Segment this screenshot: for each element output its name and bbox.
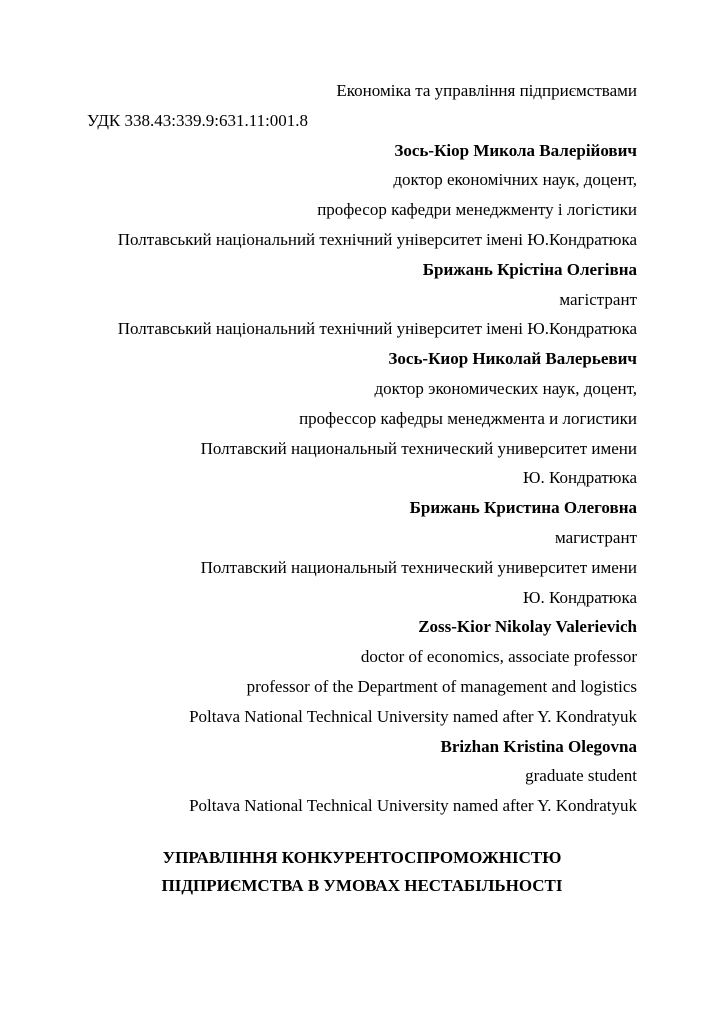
author-affiliation-uk-2: Полтавський національний технічний університет імені Ю.Кондратюка	[117, 319, 637, 339]
author-position-ru-2: магистрант	[554, 527, 637, 547]
author-name-ru-2: Брижань Кристина Олеговна	[409, 498, 637, 518]
author-degree-uk-1: доктор економічних наук, доцент,	[393, 170, 637, 190]
author-affiliation-ru-2: Полтавский национальный технический университет имени	[200, 557, 637, 577]
author-position-en-1: professor of the Department of management and logistics	[246, 676, 637, 696]
article-title-line-1: УПРАВЛІННЯ КОНКУРЕНТОСПРОМОЖНІСТЮ	[162, 847, 562, 867]
author-name-ru-1: Зось-Киор Николай Валерьевич	[388, 349, 637, 369]
author-name-uk-1: Зось-Кіор Микола Валерійович	[394, 140, 637, 160]
author-name-en-1: Zoss-Kior Nikolay Valerievich	[418, 617, 637, 637]
section-heading: Економіка та управління підприємствами	[336, 81, 637, 100]
text-block	[87, 76, 637, 900]
author-position-uk-1: професор кафедри менеджменту і логістики	[317, 200, 637, 220]
author-affiliation-ru-2-cont: Ю. Кондратюка	[523, 587, 637, 607]
author-position-ru-1: профессор кафедры менеджмента и логистики	[299, 408, 637, 428]
author-affiliation-uk-1: Полтавський національний технічний університет імені Ю.Кондратюка	[117, 229, 637, 249]
author-degree-en-1: doctor of economics, associate professor	[360, 647, 637, 667]
author-degree-ru-1: доктор экономических наук, доцент,	[374, 378, 637, 398]
author-affiliation-en-2: Poltava National Technical University named after Y. Kondratyuk	[189, 796, 637, 816]
author-position-en-2: graduate student	[525, 766, 637, 786]
author-position-uk-2: магістрант	[559, 289, 637, 309]
article-title-line-2: ПІДПРИЄМСТВА В УМОВАХ НЕСТАБІЛЬНОСТІ	[161, 875, 563, 895]
author-affiliation-ru-1-cont: Ю. Кондратюка	[523, 468, 637, 488]
author-name-uk-2: Брижань Крістіна Олегівна	[422, 259, 637, 279]
article-title	[87, 844, 637, 900]
udc-code: УДК 338.43:339.9:631.11:001.8	[87, 110, 309, 130]
author-affiliation-ru-1: Полтавский национальный технический университет имени	[200, 438, 637, 458]
author-name-en-2: Brizhan Kristina Olegovna	[440, 736, 637, 756]
author-affiliation-en-1: Poltava National Technical University named after Y. Kondratyuk	[189, 706, 637, 726]
